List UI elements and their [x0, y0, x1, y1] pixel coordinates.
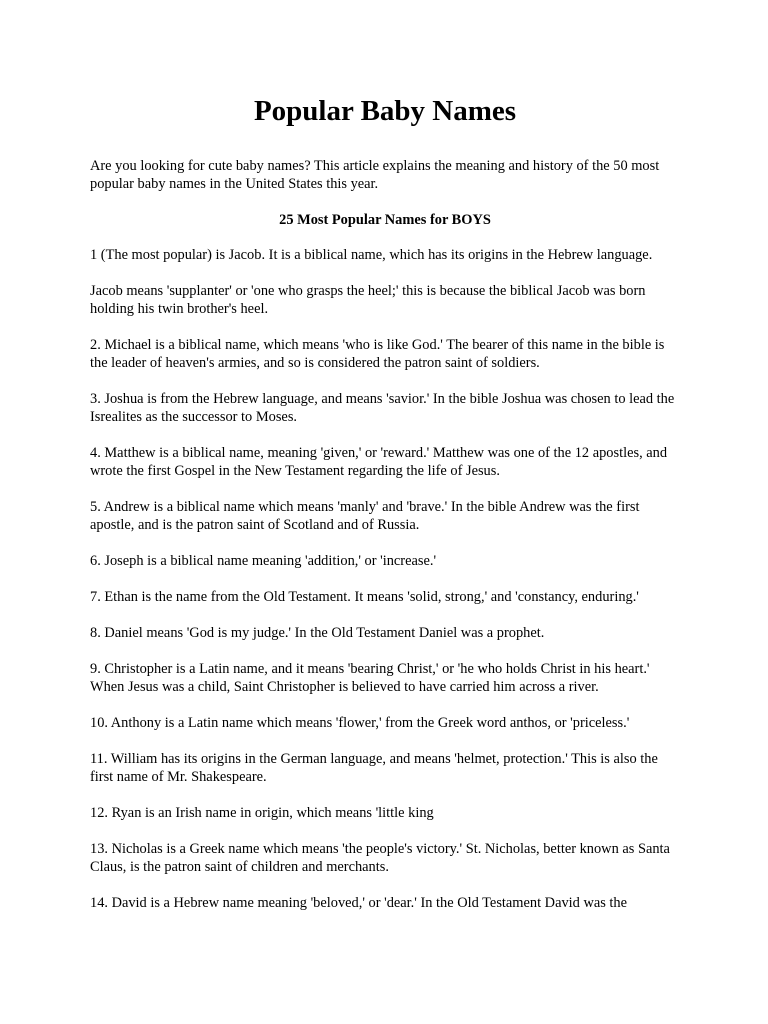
section-heading-boys: 25 Most Popular Names for BOYS: [279, 212, 491, 228]
name-entry-matthew: 4. Matthew is a biblical name, meaning 'given,' or 'reward.' Matthew was one of the 12 apostles, and wrote the first Gospel in the New Testament regarding the life of Jesus.: [90, 445, 668, 479]
name-entry-joseph: 6. Joseph is a biblical name meaning 'addition,' or 'increase.': [90, 553, 437, 569]
intro-paragraph: Are you looking for cute baby names? This article explains the meaning and history of the 50 most popular baby names in the United States this year.: [90, 158, 660, 192]
name-entry-nicholas: 13. Nicholas is a Greek name which means 'the people's victory.' St. Nicholas, better known as Santa Claus, is the patron saint of children and merchants.: [90, 841, 670, 875]
name-entry-christopher: 9. Christopher is a Latin name, and it means 'bearing Christ,' or 'he who holds Christ in his heart.' When Jesus was a child, Saint Christopher is believed to have carried him across a river.: [90, 661, 650, 695]
name-entry-daniel: 8. Daniel means 'God is my judge.' In the Old Testament Daniel was a prophet.: [90, 625, 545, 641]
name-entry-david: 14. David is a Hebrew name meaning 'beloved,' or 'dear.' In the Old Testament David was the: [90, 895, 627, 911]
name-entry-ryan: 12. Ryan is an Irish name in origin, which means 'little king: [90, 805, 434, 821]
name-entry-jacob-meaning: Jacob means 'supplanter' or 'one who grasps the heel;' this is because the biblical Jacob was born holding his twin brother's heel.: [90, 283, 646, 317]
name-entries: [90, 246, 680, 912]
name-entry-anthony: 10. Anthony is a Latin name which means 'flower,' from the Greek word anthos, or 'priceless.': [90, 715, 630, 731]
name-entry-joshua: 3. Joshua is from the Hebrew language, and means 'savior.' In the bible Joshua was chosen to lead the Isrealites as the successor to Moses.: [90, 391, 675, 425]
name-entry-andrew: 5. Andrew is a biblical name which means 'manly' and 'brave.' In the bible Andrew was the first apostle, and is the patron saint of Scotland and of Russia.: [90, 499, 640, 533]
name-entry-jacob: 1 (The most popular) is Jacob. It is a biblical name, which has its origins in the Hebrew language.: [90, 247, 653, 263]
name-entry-ethan: 7. Ethan is the name from the Old Testament. It means 'solid, strong,' and 'constancy, enduring.': [90, 589, 639, 605]
name-entry-william: 11. William has its origins in the German language, and means 'helmet, protection.' This is also the first name of Mr. Shakespeare.: [90, 751, 658, 785]
document-page: [90, 0, 680, 912]
page-title: Popular Baby Names: [253, 95, 517, 127]
name-entry-michael: 2. Michael is a biblical name, which means 'who is like God.' The bearer of this name in the bible is the leader of heaven's armies, and so is considered the patron saint of soldiers.: [90, 337, 665, 371]
